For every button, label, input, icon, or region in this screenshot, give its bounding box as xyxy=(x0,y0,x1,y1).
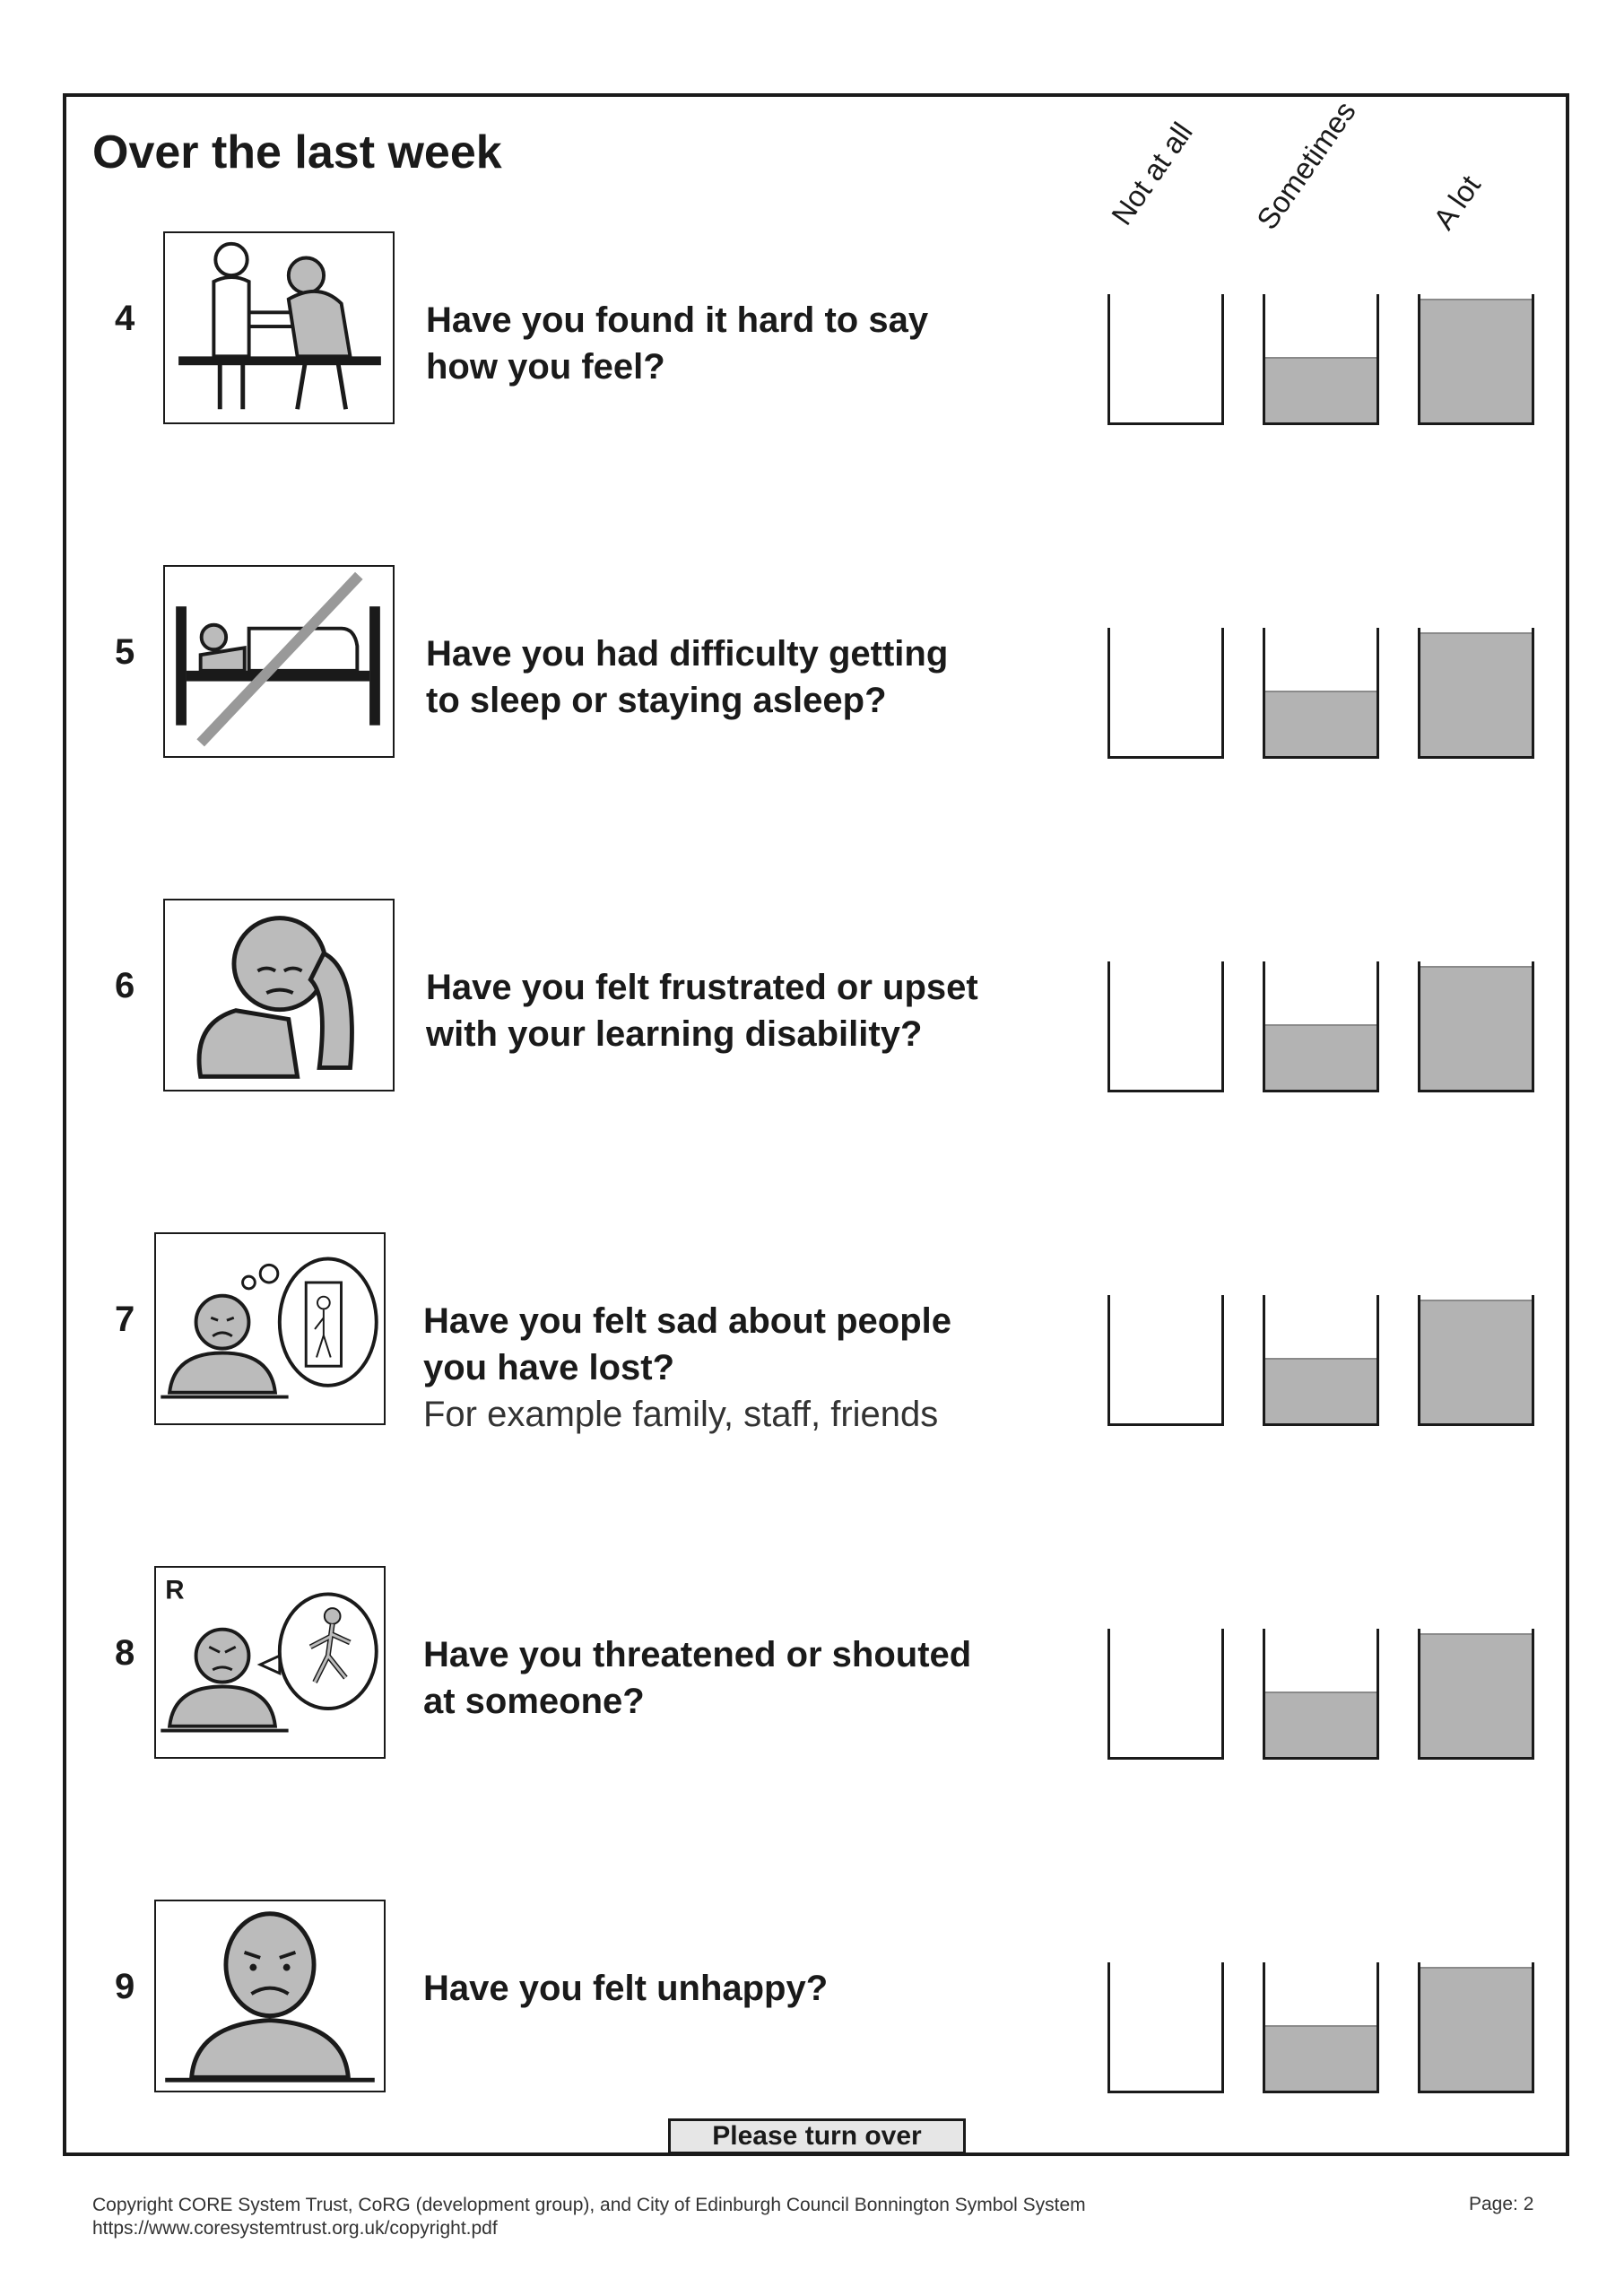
answer-a-lot[interactable] xyxy=(1418,1295,1534,1426)
bucket-fill xyxy=(1265,357,1376,423)
copyright-url[interactable]: https://www.coresystemtrust.org.uk/copyright.pdf xyxy=(92,2218,498,2239)
bucket-fill xyxy=(1420,1633,1532,1757)
footer-copyright xyxy=(92,2194,1086,2240)
question-row-8 xyxy=(0,1566,1624,1759)
question-row-6 xyxy=(0,899,1624,1091)
question-text-line: at someone? xyxy=(423,1682,645,1721)
picture-marker: R xyxy=(165,1575,185,1605)
bucket-fill xyxy=(1265,1692,1376,1758)
question-number: 8 xyxy=(115,1633,135,1673)
question-text-line: to sleep or staying asleep? xyxy=(426,681,887,720)
answer-a-lot[interactable] xyxy=(1418,628,1534,759)
answer-a-lot[interactable] xyxy=(1418,961,1534,1092)
bucket-fill xyxy=(1265,1358,1376,1424)
column-header-a-lot: A lot xyxy=(1426,169,1488,236)
question-number: 5 xyxy=(115,632,135,672)
answer-not-at-all[interactable] xyxy=(1107,628,1224,759)
question-text-line: Have you felt unhappy? xyxy=(423,1969,829,2008)
question-row-7 xyxy=(0,1232,1624,1434)
no-sleep-icon xyxy=(163,565,395,758)
bucket-fill xyxy=(1420,1300,1532,1423)
two-people-talking-icon xyxy=(163,231,395,424)
question-text-line: Have you felt sad about people xyxy=(423,1301,952,1341)
answer-a-lot[interactable] xyxy=(1418,1629,1534,1760)
page-number: Page: 2 xyxy=(1469,2194,1534,2214)
bucket-fill xyxy=(1265,691,1376,757)
bucket-fill xyxy=(1420,966,1532,1090)
question-text-line: Have you found it hard to say xyxy=(426,300,929,340)
sad-person-thinking-icon xyxy=(154,1232,386,1425)
question-text-line: with your learning disability? xyxy=(426,1014,923,1054)
answer-not-at-all[interactable] xyxy=(1107,1629,1224,1760)
copyright-line: Copyright CORE System Trust, CoRG (development group), and City of Edinburgh Council Bonnington Symbol System xyxy=(92,2195,1086,2215)
bucket-fill xyxy=(1420,1967,1532,2091)
question-number: 6 xyxy=(115,966,135,1005)
question-text-line: how you feel? xyxy=(426,347,665,387)
answer-a-lot[interactable] xyxy=(1418,1962,1534,2093)
page-title: Over the last week xyxy=(92,126,502,178)
question-number: 4 xyxy=(115,299,135,338)
column-header-not-at-all: Not at all xyxy=(1104,116,1199,231)
question-number: 7 xyxy=(115,1300,135,1339)
answer-not-at-all[interactable] xyxy=(1107,961,1224,1092)
column-header-sometimes: Sometimes xyxy=(1249,94,1362,236)
bucket-fill xyxy=(1420,299,1532,422)
bucket-fill xyxy=(1420,632,1532,756)
frustrated-person-icon xyxy=(163,899,395,1091)
answer-sometimes[interactable] xyxy=(1263,628,1379,759)
question-text-line: Have you felt frustrated or upset xyxy=(426,968,978,1007)
answer-sometimes[interactable] xyxy=(1263,1629,1379,1760)
please-turn-over-label: Please turn over xyxy=(668,2118,966,2154)
answer-not-at-all[interactable] xyxy=(1107,1295,1224,1426)
answer-sometimes[interactable] xyxy=(1263,1962,1379,2093)
answer-not-at-all[interactable] xyxy=(1107,294,1224,425)
answer-sometimes[interactable] xyxy=(1263,1295,1379,1426)
unhappy-face-icon xyxy=(154,1900,386,2092)
question-text-line: Have you had difficulty getting xyxy=(426,634,949,674)
bucket-fill xyxy=(1265,2025,1376,2092)
question-text-line: you have lost? xyxy=(423,1348,675,1387)
question-number: 9 xyxy=(115,1967,135,2006)
question-text-line: Have you threatened or shouted xyxy=(423,1635,972,1674)
question-row-4 xyxy=(0,231,1624,424)
bucket-fill xyxy=(1265,1024,1376,1091)
question-row-5 xyxy=(0,565,1624,758)
answer-sometimes[interactable] xyxy=(1263,961,1379,1092)
question-row-9 xyxy=(0,1900,1624,2092)
question-example: For example family, staff, friends xyxy=(423,1395,939,1434)
answer-not-at-all[interactable] xyxy=(1107,1962,1224,2093)
answer-sometimes[interactable] xyxy=(1263,294,1379,425)
angry-person-icon xyxy=(154,1566,386,1759)
answer-a-lot[interactable] xyxy=(1418,294,1534,425)
